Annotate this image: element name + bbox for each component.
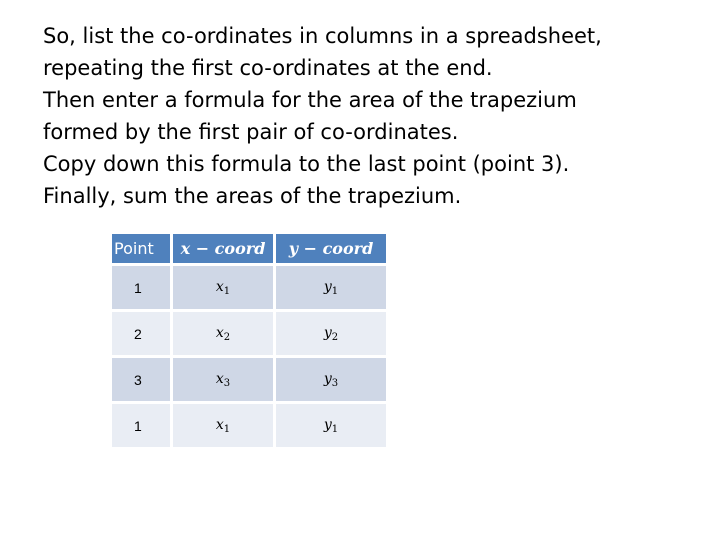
y-symbol: y	[323, 416, 332, 433]
x-symbol: x	[215, 324, 224, 341]
y-subscript: 3	[331, 377, 339, 389]
table-row	[112, 358, 386, 401]
x-coord-cell	[173, 404, 273, 447]
x-subscript: 1	[223, 423, 231, 435]
point-cell: 1	[112, 404, 170, 447]
x-subscript: 1	[223, 285, 231, 297]
instruction-line: So, list the co-ordinates in columns in a spreadsheet,	[43, 24, 602, 48]
header-point: Point	[112, 234, 170, 263]
coordinates-table	[109, 231, 389, 450]
y-subscript: 1	[331, 423, 339, 435]
y-coord-cell	[276, 312, 386, 355]
table-header-row	[112, 234, 386, 263]
table-row	[112, 266, 386, 309]
y-symbol: y	[323, 278, 332, 295]
instruction-line: Finally, sum the areas of the trapezium.	[43, 184, 462, 208]
x-subscript: 3	[223, 377, 231, 389]
y-coord-cell	[276, 358, 386, 401]
y-subscript: 2	[331, 331, 339, 343]
point-cell: 1	[112, 266, 170, 309]
y-subscript: 1	[331, 285, 339, 297]
x-coord-cell	[173, 358, 273, 401]
x-coord-cell	[173, 312, 273, 355]
y-symbol: y	[323, 324, 332, 341]
header-y-coord: y − coord	[276, 234, 386, 263]
y-coord-cell	[276, 266, 386, 309]
y-symbol: y	[323, 370, 332, 387]
x-symbol: x	[215, 278, 224, 295]
instruction-line: Copy down this formula to the last point (point 3).	[43, 152, 570, 176]
instruction-line: Then enter a formula for the area of the trapezium	[43, 88, 577, 112]
y-coord-cell	[276, 404, 386, 447]
point-cell: 3	[112, 358, 170, 401]
table-row	[112, 312, 386, 355]
instruction-line: formed by the first pair of co-ordinates.	[43, 120, 459, 144]
instructions-text	[43, 20, 703, 212]
point-cell: 2	[112, 312, 170, 355]
instruction-line: repeating the first co-ordinates at the end.	[43, 56, 493, 80]
x-coord-cell	[173, 266, 273, 309]
x-subscript: 2	[223, 331, 231, 343]
table-row	[112, 404, 386, 447]
x-symbol: x	[215, 370, 224, 387]
x-symbol: x	[215, 416, 224, 433]
header-x-coord: x − coord	[173, 234, 273, 263]
